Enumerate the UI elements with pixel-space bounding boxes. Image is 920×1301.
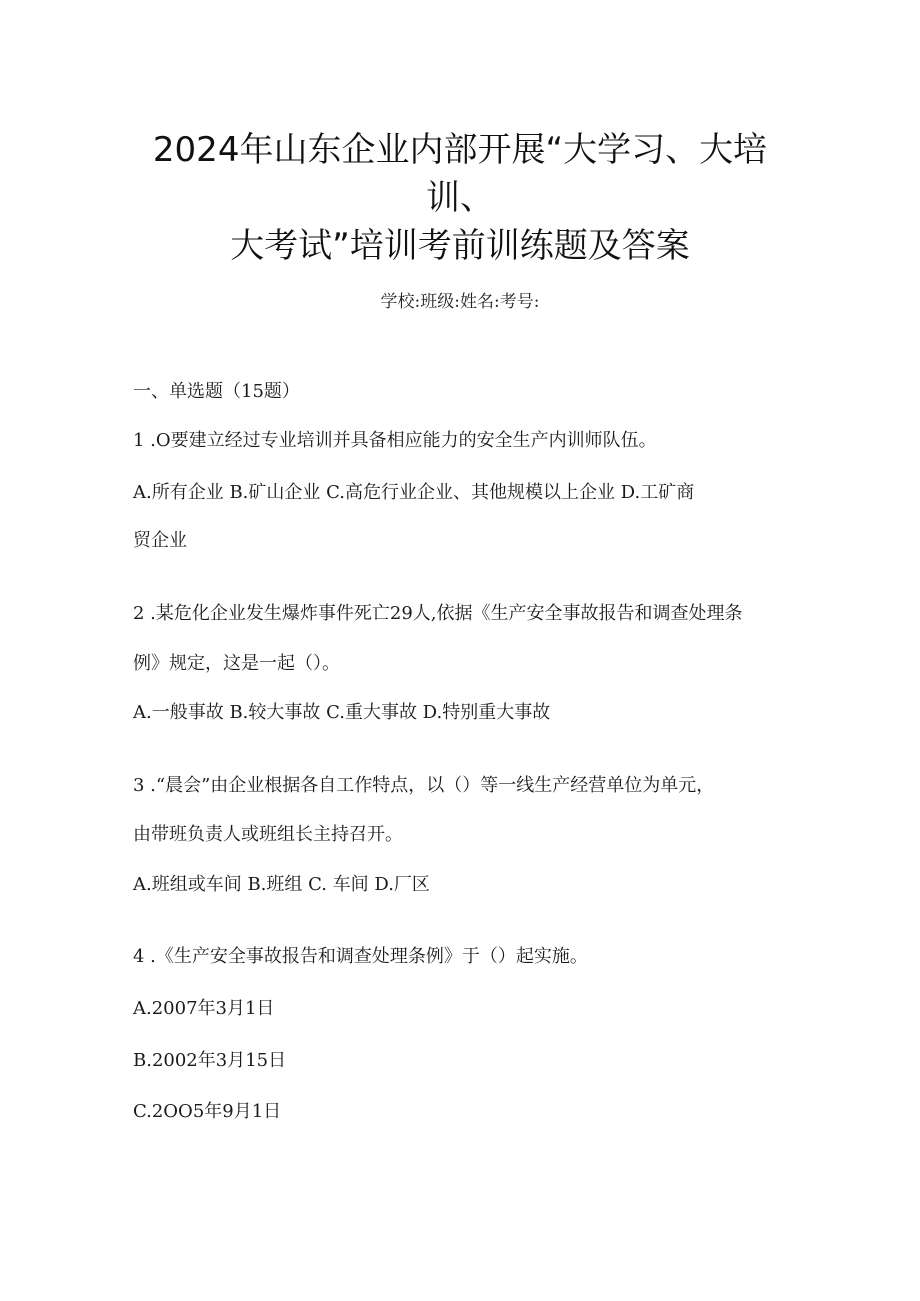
question-4-option-b: B.2002年3月15日 [133, 1050, 287, 1071]
question-2-stem-line-1: 2 .某危化企业发生爆炸事件死亡29人,依据《生产安全事故报告和调查处理条 [133, 603, 743, 624]
question-4-stem-line-1: 4 .《生产安全事故报告和调查处理条例》于（）起实施。 [133, 946, 588, 967]
question-1-options-line-2: 贸企业 [133, 530, 187, 551]
question-2-stem-line-2: 例》规定，这是一起（）。 [133, 653, 340, 674]
document-title-line-1: 2024年山东企业内部开展“大学习、大培 [152, 130, 768, 170]
document-title-line-3: 大考试”培训考前训练题及答案 [230, 226, 690, 266]
question-4-option-c: C.2OO5年9月1日 [133, 1101, 282, 1122]
question-3-stem-line-1: 3 .“晨会”由企业根据各自工作特点，以（）等一线生产经营单位为单元， [133, 775, 715, 796]
student-info-line: 学校:班级:姓名:考号: [380, 292, 540, 312]
question-1-stem-line-1: 1 .O要建立经过专业培训并具备相应能力的安全生产内训师队伍。 [133, 430, 657, 451]
question-1-options-line-1: A.所有企业 B.矿山企业 C.高危行业企业、其他规模以上企业 D.工矿商 [133, 482, 695, 503]
document-title-line-2: 训、 [426, 178, 494, 218]
question-3-stem-line-2: 由带班负责人或班组长主持召开。 [133, 824, 403, 845]
question-3-options-line-1: A.班组或车间 B.班组 C. 车间 D.厂区 [133, 874, 430, 895]
section-heading: 一、单选题（15题） [133, 381, 300, 402]
question-2-options-line-1: A.一般事故 B.较大事故 C.重大事故 D.特别重大事故 [133, 702, 551, 723]
question-4-option-a: A.2007年3月1日 [133, 998, 275, 1019]
